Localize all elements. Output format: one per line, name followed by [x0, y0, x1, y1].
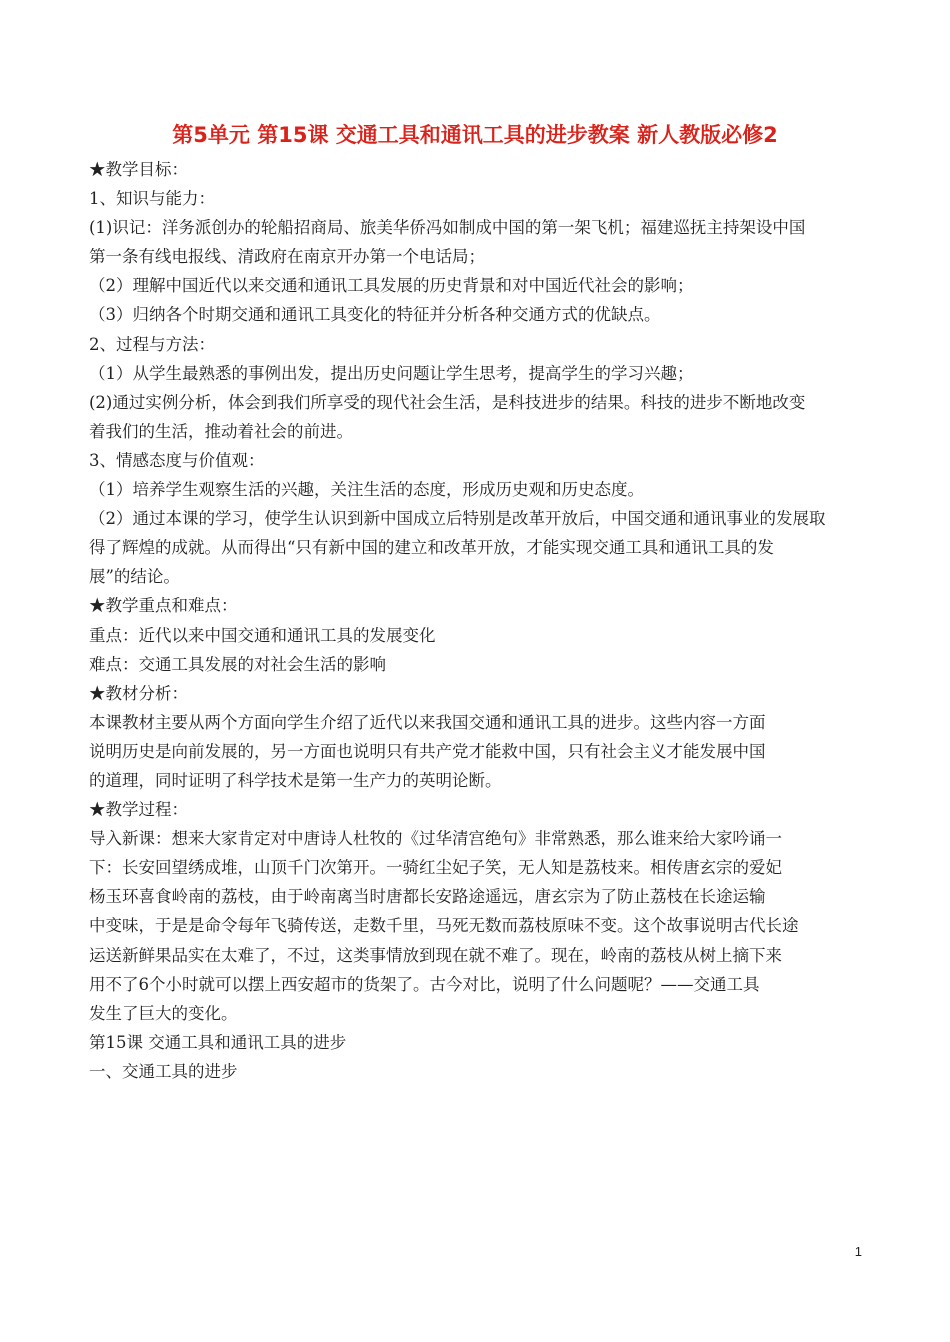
- body-line: 中变味，于是是命令每年飞骑传送，走数千里，马死无数而荔枝原味不变。这个故事说明古代长途: [89, 916, 799, 936]
- page-number: 1: [854, 1244, 862, 1259]
- body-line: 本课教材主要从两个方面向学生介绍了近代以来我国交通和通讯工具的进步。这些内容一方面: [89, 712, 766, 732]
- body-line: (2)通过实例分析，体会到我们所享受的现代社会生活，是科技进步的结果。科技的进步不断地改变: [89, 392, 806, 412]
- body-line: 下：长安回望绣成堆，山顶千门次第开。一骑红尘妃子笑，无人知是荔枝来。相传唐玄宗的爱妃: [89, 858, 782, 878]
- body-line: 的道理，同时证明了科学技术是第一生产力的英明论断。: [89, 770, 502, 790]
- body-line: 杨玉环喜食岭南的荔枝，由于岭南离当时唐都长安路途遥远，唐玄宗为了防止荔枝在长途运输: [89, 887, 766, 907]
- body-line: 导入新课：想来大家肯定对中唐诗人杜牧的《过华清宫绝句》非常熟悉，那么谁来给大家吟诵一: [89, 829, 782, 849]
- body-line: 难点：交通工具发展的对社会生活的影响: [89, 654, 386, 674]
- body-line: （2）通过本课的学习，使学生认识到新中国成立后特别是改革开放后，中国交通和通讯事业的发展取: [89, 509, 826, 529]
- body-line: 第一条有线电报线、清政府在南京开办第一个电话局；: [89, 247, 485, 267]
- body-line: （1）培养学生观察生活的兴趣，关注生活的态度，形成历史观和历史态度。: [89, 480, 644, 500]
- body-line: （1）从学生最熟悉的事例出发，提出历史问题让学生思考，提高学生的学习兴趣；: [89, 363, 694, 383]
- document-body: [89, 155, 869, 1086]
- body-line: 重点：近代以来中国交通和通讯工具的发展变化: [89, 625, 436, 645]
- body-line: 运送新鲜果品实在太难了，不过，这类事情放到现在就不难了。现在，岭南的荔枝从树上摘下来: [89, 945, 782, 965]
- body-line: (1)识记：洋务派创办的轮船招商局、旅美华侨冯如制成中国的第一架飞机；福建巡抚主持架设中国: [89, 218, 806, 238]
- subheading-process-method: 2、过程与方法：: [89, 334, 215, 354]
- section-heading-teaching-goals: ★教学目标：: [89, 160, 188, 179]
- body-line: 发生了巨大的变化。: [89, 1003, 238, 1023]
- body-line: 展”的结论。: [89, 567, 180, 587]
- body-line: （3）归纳各个时期交通和通讯工具变化的特征并分析各种交通方式的优缺点。: [89, 305, 661, 325]
- section-heading-key-points: ★教学重点和难点：: [89, 596, 238, 616]
- body-line: 着我们的生活，推动着社会的前进。: [89, 421, 353, 441]
- lesson-subheading: 一、交通工具的进步: [89, 1061, 238, 1081]
- section-heading-teaching-process: ★教学过程：: [89, 800, 188, 820]
- subheading-knowledge-ability: 1、知识与能力：: [89, 189, 215, 209]
- subheading-emotion-values: 3、情感态度与价值观：: [89, 450, 265, 470]
- body-line: 说明历史是向前发展的，另一方面也说明只有共产党才能救中国，只有社会主义才能发展中国: [89, 741, 766, 761]
- body-line: 用不了6个小时就可以摆上西安超市的货架了。古今对比，说明了什么问题呢？——交通工具: [89, 974, 760, 994]
- section-heading-material-analysis: ★教材分析：: [89, 683, 188, 703]
- body-line: （2）理解中国近代以来交通和通讯工具发展的历史背景和对中国近代社会的影响；: [89, 276, 694, 296]
- document-title: 第5单元 第15课 交通工具和通讯工具的进步教案 新人教版必修2: [172, 123, 778, 147]
- body-line: 得了辉煌的成就。从而得出“只有新中国的建立和改革开放，才能实现交通工具和通讯工具的发: [89, 538, 774, 558]
- lesson-heading: 第15课 交通工具和通讯工具的进步: [89, 1032, 347, 1052]
